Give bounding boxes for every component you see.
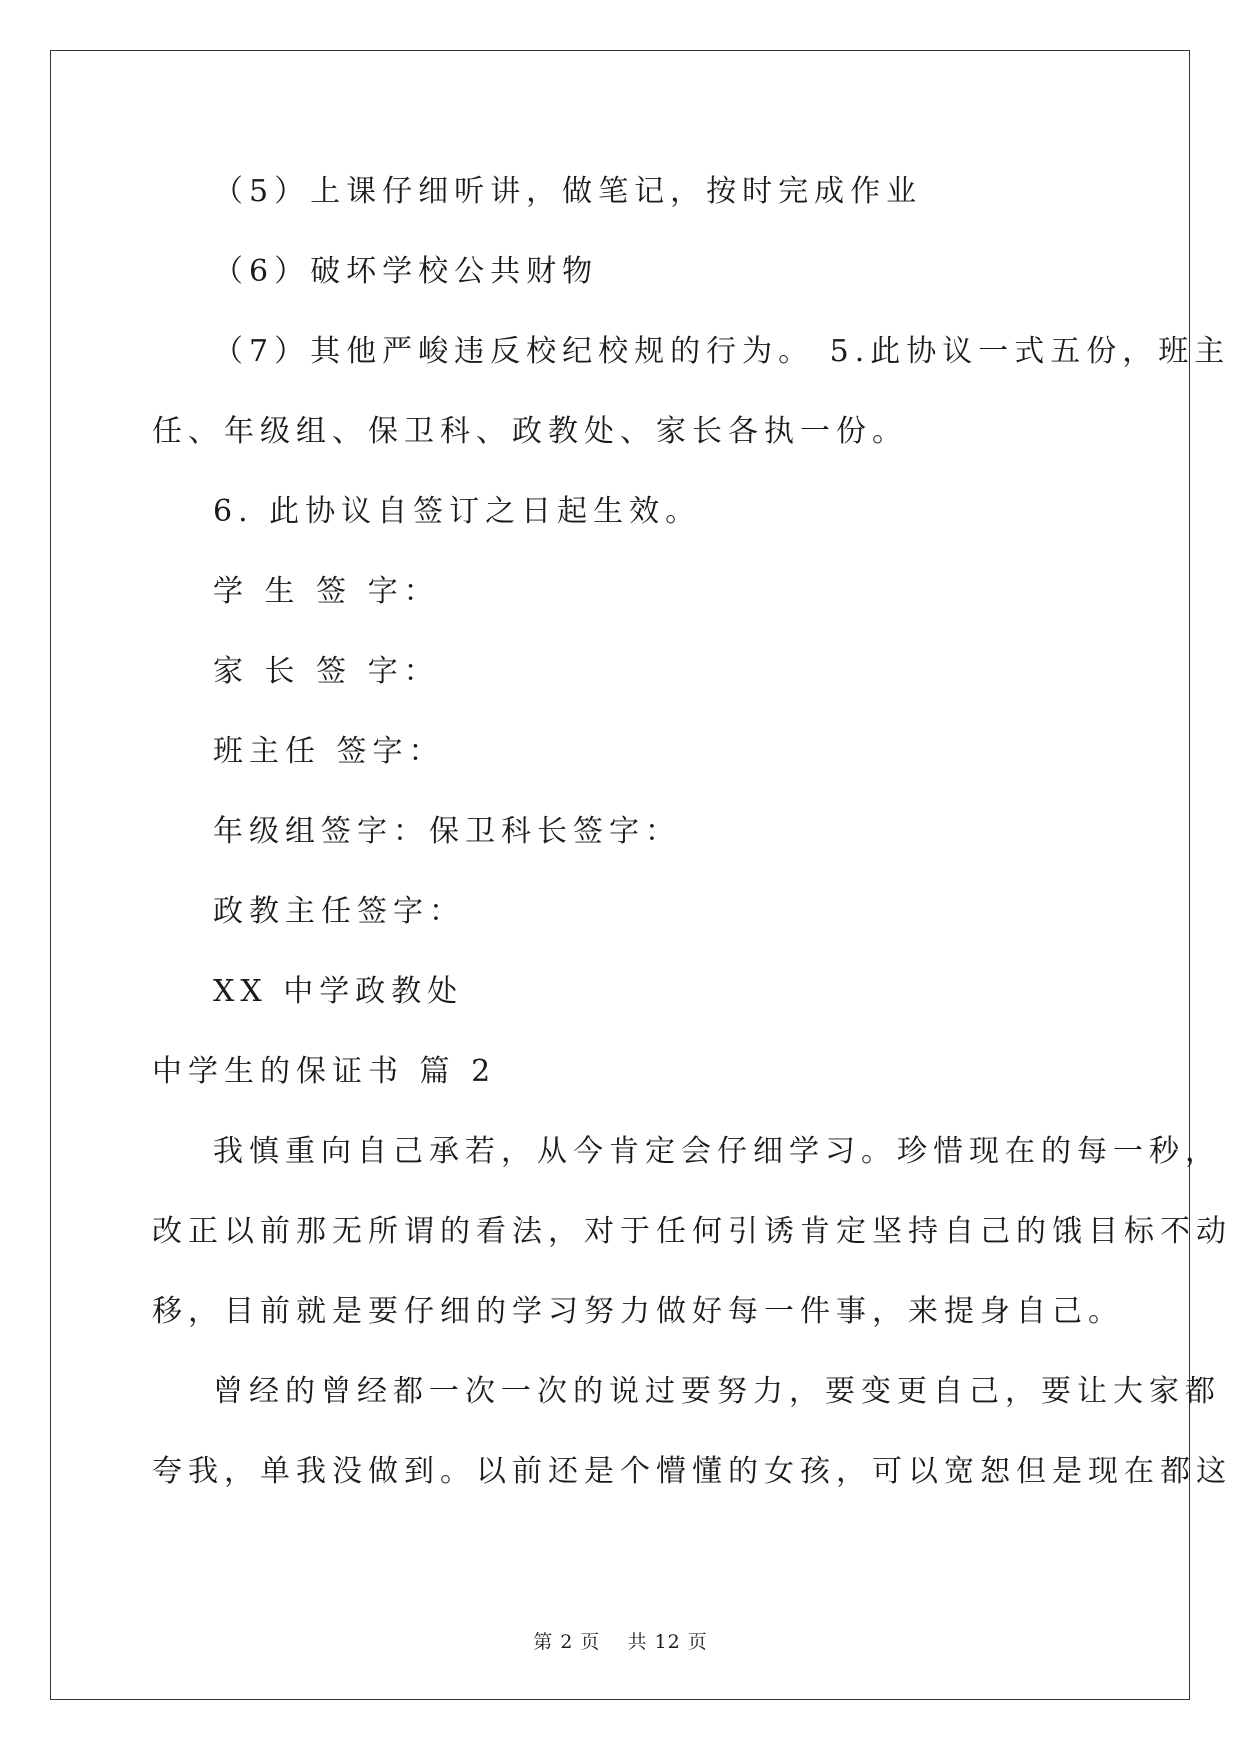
- issuer-line: XX 中学政教处: [213, 974, 464, 1009]
- signature-line: 家 长 签 字：: [213, 654, 440, 689]
- section-heading: 中学生的保证书 篇 2: [152, 1054, 497, 1089]
- text-line: 我慎重向自己承若，从今肯定会仔细学习。珍惜现在的每一秒，: [213, 1134, 1221, 1169]
- text-line: 移，目前就是要仔细的学习努力做好每一件事，来提身自己。: [152, 1294, 1124, 1329]
- page-footer: [0, 1627, 1241, 1654]
- page-number: 第 2 页: [533, 1631, 601, 1653]
- text-line: （6）破坏学校公共财物: [213, 254, 599, 289]
- signature-line: 政教主任签字：: [213, 894, 465, 929]
- text-line: 任、年级组、保卫科、政教处、家长各执一份。: [152, 414, 908, 449]
- text-line: 6. 此协议自签订之日起生效。: [213, 494, 702, 529]
- page-total: 共 12 页: [627, 1631, 708, 1653]
- text-line: （5）上课仔细听讲，做笔记，按时完成作业: [213, 174, 923, 209]
- signature-line: 学 生 签 字：: [213, 574, 440, 609]
- text-line: 夸我，单我没做到。以前还是个懵懂的女孩，可以宽恕但是现在都这: [152, 1454, 1232, 1489]
- text-line: （7）其他严峻违反校纪校规的行为。 5.此协议一式五份，班主: [213, 334, 1231, 369]
- text-line: 曾经的曾经都一次一次的说过要努力，要变更自己，要让大家都: [213, 1374, 1221, 1409]
- text-line: 改正以前那无所谓的看法，对于任何引诱肯定坚持自己的饿目标不动: [152, 1214, 1232, 1249]
- signature-line: 年级组签字：保卫科长签字：: [213, 814, 681, 849]
- signature-line: 班主任 签字：: [213, 734, 445, 769]
